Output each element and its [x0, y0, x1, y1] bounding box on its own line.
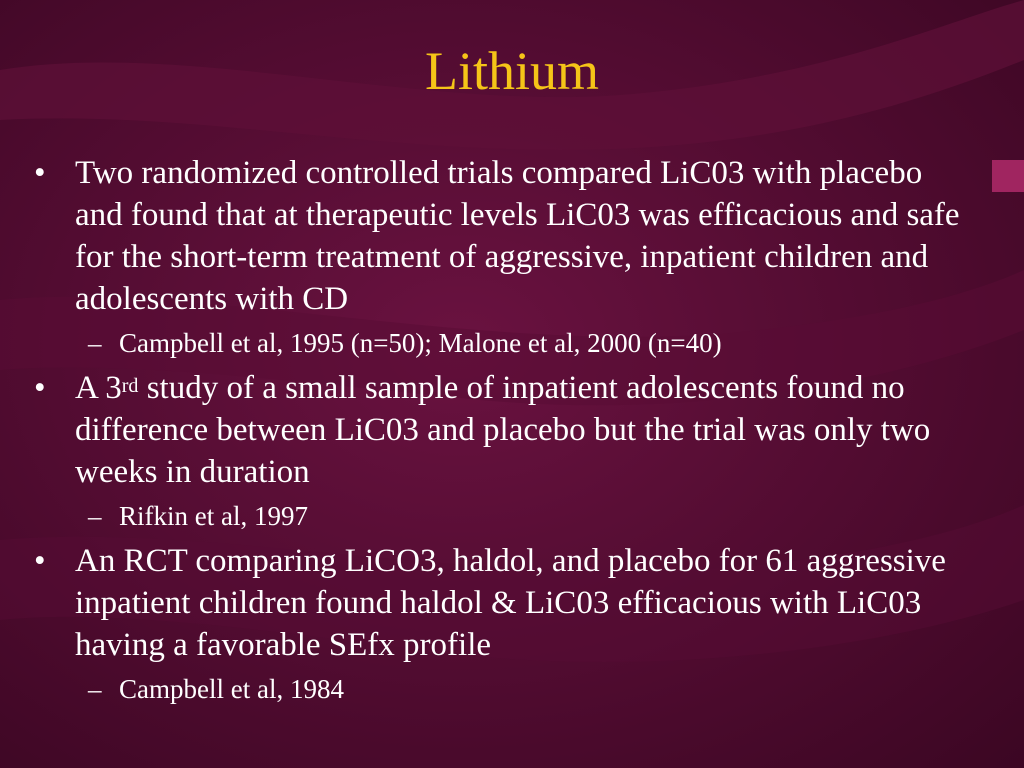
sub-bullet-2	[0, 496, 1000, 536]
sub-bullet-3-text: Campbell et al, 1984	[119, 674, 344, 704]
sub-bullet-2-text: Rifkin et al, 1997	[119, 501, 308, 531]
bullet-1	[0, 152, 975, 320]
bullet-1-text: Two randomized controlled trials compared LiC03 with placebo and found that at therapeutic levels LiC03 was efficacious and safe for the short-term treatment of aggressive, inpatient children and adolescents with CD	[75, 155, 960, 317]
bullet-2	[0, 367, 975, 493]
dash-marker: –	[88, 674, 102, 704]
bullet-marker: •	[34, 370, 46, 406]
bullet-3-text: An RCT comparing LiCO3, haldol, and placebo for 61 aggressive inpatient children found haldol & LiC03 efficacious with LiC03 having a favorable SEfx profile	[75, 543, 946, 663]
bullet-marker: •	[34, 543, 46, 579]
dash-marker: –	[88, 501, 102, 531]
bullet-marker: •	[34, 155, 46, 191]
sub-bullet-1-text: Campbell et al, 1995 (n=50); Malone et al, 2000 (n=40)	[119, 328, 722, 358]
bullet-2-superscript: rd	[121, 375, 139, 397]
bullet-3	[0, 540, 975, 666]
dash-marker: –	[88, 328, 102, 358]
sub-bullet-3	[0, 669, 1000, 709]
slide-title: Lithium	[425, 41, 599, 101]
bullet-2-text-post: study of a small sample of inpatient adolescents found no difference between LiC03 and placebo but the trial was only two weeks in duration	[75, 370, 931, 490]
sub-bullet-1	[0, 323, 1000, 363]
bullet-2-text-pre: A 3	[75, 370, 122, 406]
slide-content	[0, 152, 1000, 713]
